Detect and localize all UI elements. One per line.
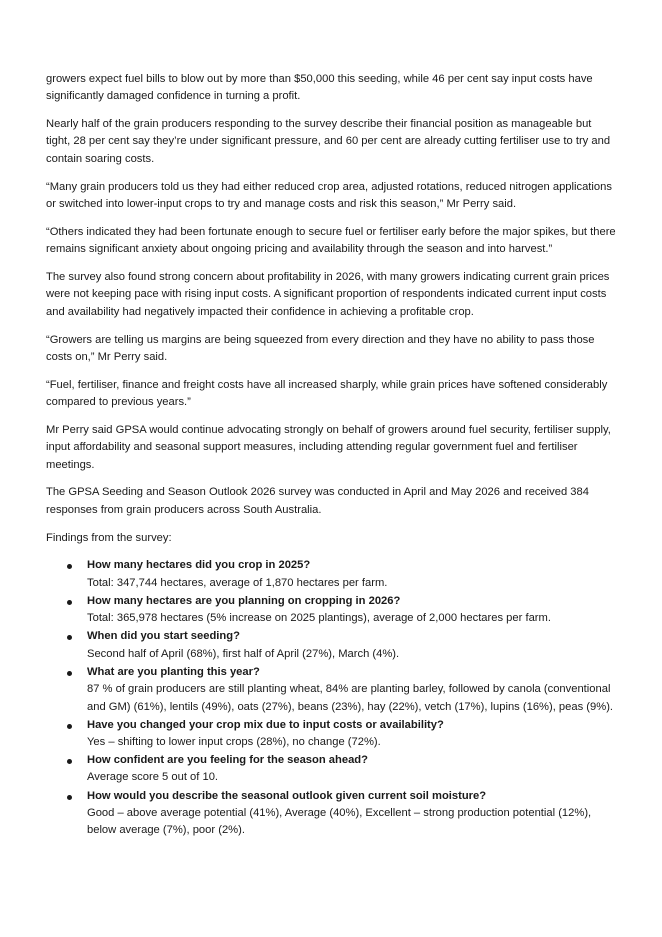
paragraph-advocacy: Mr Perry said GPSA would continue advocating strongly on behalf of growers around fuel security, fertiliser supply, input affordability and seasonal support measures, including attending regular government fuel and fertiliser meetings. bbox=[46, 423, 611, 471]
bullet-icon bbox=[67, 600, 72, 605]
finding-item bbox=[46, 628, 618, 663]
finding-answer: Second half of April (68%), first half of April (27%), March (4%). bbox=[87, 647, 400, 660]
finding-answer: Yes – shifting to lower input crops (28%), no change (72%). bbox=[87, 736, 381, 748]
paragraph-profitability: The survey also found strong concern about profitability in 2026, with many growers indicating current grain prices were not keeping pace with rising input costs. A significant proportion of respondents indicated current input costs and availability had negatively impacted their confidence in achieving a profitable crop. bbox=[46, 271, 610, 318]
paragraph-quote-anxiety: “Others indicated they had been fortunate enough to secure fuel or fertiliser early before the major spikes, but there remains significant anxiety about ongoing pricing and availability through the season and into harvest.” bbox=[46, 225, 616, 256]
finding-item bbox=[46, 717, 618, 752]
finding-item bbox=[46, 788, 618, 840]
findings-intro: Findings from the survey: bbox=[46, 531, 172, 544]
bullet-icon bbox=[67, 759, 72, 764]
bullet-icon bbox=[67, 671, 72, 676]
finding-item bbox=[46, 557, 618, 592]
finding-question: How confident are you feeling for the season ahead? bbox=[87, 754, 368, 767]
findings-list bbox=[46, 557, 618, 839]
paragraph-fuel-bills: growers expect fuel bills to blow out by more than $50,000 this seeding, while 46 per cent say input costs have significantly damaged confidence in turning a profit. bbox=[46, 73, 593, 103]
finding-question: How would you describe the seasonal outlook given current soil moisture? bbox=[87, 789, 487, 802]
bullet-icon bbox=[67, 564, 72, 569]
paragraph-quote-reduced-crop: “Many grain producers told us they had either reduced crop area, adjusted rotations, reduced nitrogen applications or switched into lower-input crops to try and manage costs and risk this season,” Mr Perry said. bbox=[46, 180, 612, 210]
document-page bbox=[46, 71, 618, 840]
finding-answer: 87 % of grain producers are still planting wheat, 84% are planting barley, followed by canola (conventional and GM) (61%), lentils (49%), oats (27%), beans (23%), hay (22%), vetch (17%), lupins (16%), peas (9%). bbox=[87, 683, 614, 713]
paragraph-survey-details: The GPSA Seeding and Season Outlook 2026 survey was conducted in April and May 2026 and received 384 responses from grain producers across South Australia. bbox=[46, 486, 589, 516]
finding-item bbox=[46, 664, 618, 716]
bullet-icon bbox=[67, 724, 72, 729]
finding-question: What are you planting this year? bbox=[87, 665, 260, 678]
bullet-icon bbox=[67, 795, 72, 800]
finding-question: How many hectares are you planning on cropping in 2026? bbox=[87, 594, 401, 607]
paragraph-quote-margins: “Growers are telling us margins are being squeezed from every direction and they have no ability to pass those costs on,” Mr Perry said. bbox=[46, 333, 595, 363]
finding-answer: Good – above average potential (41%), Average (40%), Excellent – strong production potential (12%), below average (7%), poor (2%). bbox=[87, 806, 592, 837]
paragraph-quote-costs: “Fuel, fertiliser, finance and freight costs have all increased sharply, while grain prices have softened considerably compared to previous years.” bbox=[46, 378, 608, 409]
finding-question: How many hectares did you crop in 2025? bbox=[87, 559, 311, 572]
paragraph-financial-position: Nearly half of the grain producers responding to the survey describe their financial position as manageable but tight, 28 per cent say they’re under significant pressure, and 60 per cent are already cutting fertiliser use to try and contain soaring costs. bbox=[46, 118, 611, 165]
finding-question: When did you start seeding? bbox=[87, 630, 240, 643]
finding-answer: Total: 365,978 hectares (5% increase on 2025 plantings), average of 2,000 hectares per farm. bbox=[87, 612, 551, 625]
finding-answer: Average score 5 out of 10. bbox=[87, 771, 219, 784]
finding-answer: Total: 347,744 hectares, average of 1,870 hectares per farm. bbox=[87, 576, 388, 589]
finding-question: Have you changed your crop mix due to input costs or availability? bbox=[87, 718, 444, 731]
bullet-icon bbox=[67, 635, 72, 640]
finding-item bbox=[46, 593, 618, 628]
finding-item bbox=[46, 752, 618, 787]
